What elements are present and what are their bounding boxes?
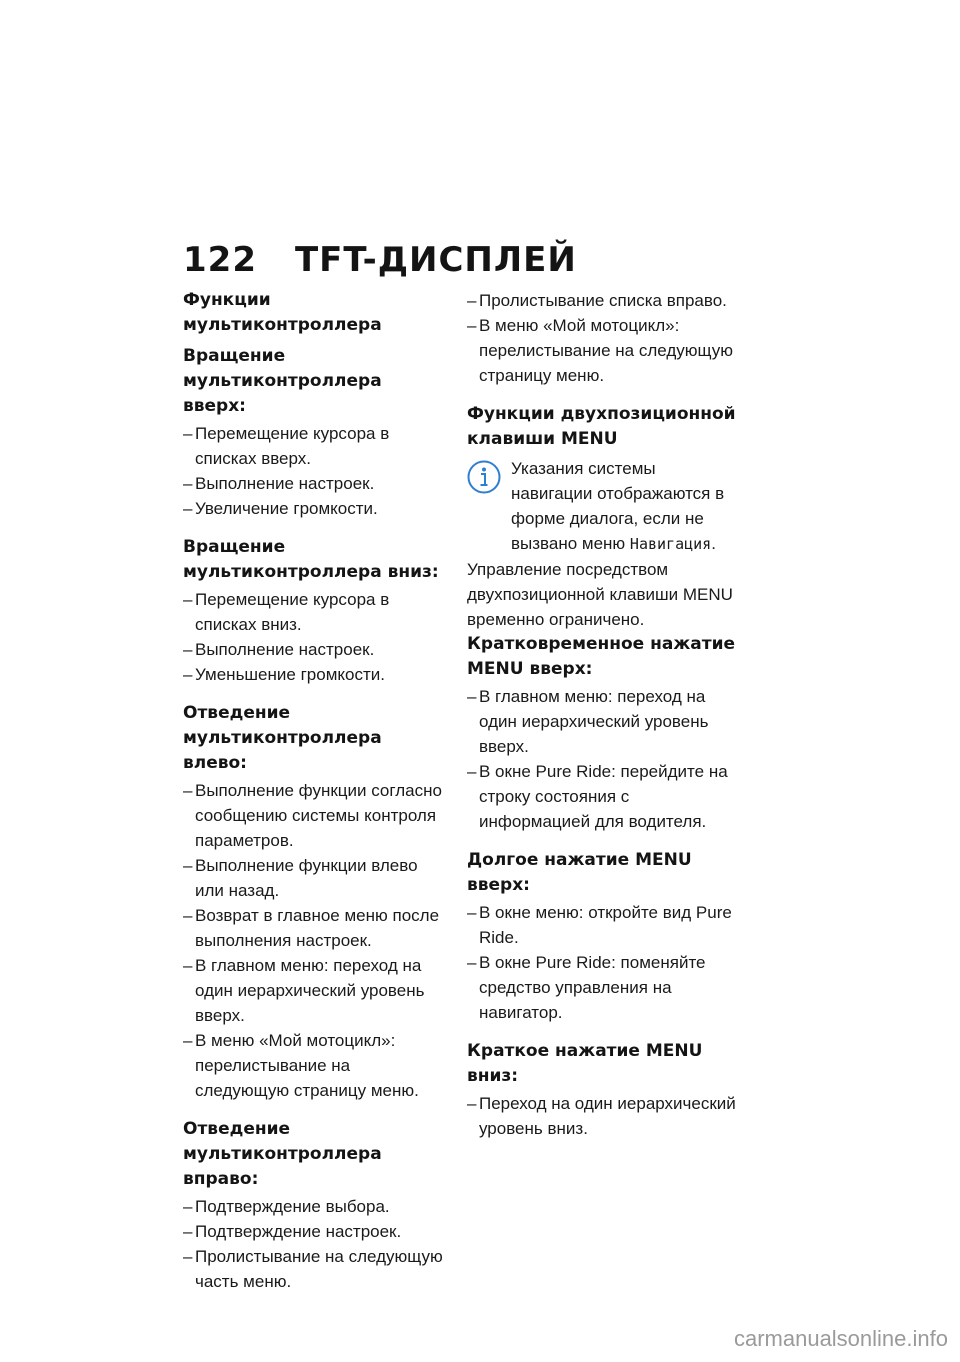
info-icon — [467, 460, 501, 494]
list-item: – В окне Pure Ride: перейдите на строку состояния с информацией для водителя. — [467, 759, 739, 834]
list-item: – Выполнение функции влево или назад. — [183, 853, 445, 903]
list-item: – В меню «Мой мотоцикл»: перелистывание на следующую страницу меню. — [183, 1028, 445, 1103]
right-column — [467, 288, 739, 1155]
section-push-left — [183, 701, 445, 1103]
list-item: – Перемещение курсора в списках вниз. — [183, 587, 445, 637]
page-header — [183, 240, 577, 280]
list-item: – Подтверждение выбора. — [183, 1194, 445, 1219]
section-push-right-continued — [467, 288, 739, 388]
note-paragraph: Управление посредством двухпозиционной клавиши MENU временно ограничено. — [467, 560, 733, 629]
list-item: – В главном меню: переход на один иерархический уровень вверх. — [467, 684, 739, 759]
menu-key-heading: Функции двухпозиционной клавиши MENU — [467, 404, 736, 449]
section-heading: Вращение — [183, 537, 286, 557]
list-item: – Увеличение громкости. — [183, 496, 445, 521]
list-item: – В меню «Мой мотоцикл»: перелистывание на следующую страницу меню. — [467, 313, 739, 388]
list-item: – Выполнение настроек. — [183, 637, 445, 662]
section-rotate-up — [183, 344, 445, 521]
section-heading: MENU вверх: — [467, 659, 593, 679]
section-heading: Краткое нажатие MENU — [467, 1041, 703, 1061]
section-heading: мультиконтроллера вправо: — [183, 1144, 382, 1189]
section-heading: мультиконтроллера вверх: — [183, 371, 382, 416]
section-heading: Отведение — [183, 703, 291, 723]
list-item: – Пролистывание списка вправо. — [467, 288, 739, 313]
section-long-press-up — [467, 848, 739, 1025]
section-short-press-up — [467, 632, 739, 834]
section-push-right — [183, 1117, 445, 1294]
page-number: 122 — [183, 240, 257, 280]
list-item: – Подтверждение настроек. — [183, 1219, 445, 1244]
list-item: – Выполнение настроек. — [183, 471, 445, 496]
list-item: – Пролистывание на следующую часть меню. — [183, 1244, 445, 1294]
section-short-press-down — [467, 1039, 739, 1141]
list-item: – Перемещение курсора в списках вверх. — [183, 421, 445, 471]
navigation-menu-name: Навигация — [629, 535, 712, 553]
section-heading: Долгое нажатие MENU — [467, 850, 692, 870]
watermark: carmanualsonline.info — [733, 1326, 948, 1351]
list-item: – В окне Pure Ride: поменяйте средство управления на навигатор. — [467, 950, 739, 1025]
section-heading: вниз: — [467, 1066, 519, 1086]
list-item: – Возврат в главное меню после выполнения настроек. — [183, 903, 445, 953]
section-heading: мультиконтроллера влево: — [183, 728, 382, 773]
section-heading: Кратковременное нажатие — [467, 634, 736, 654]
list-item: – В главном меню: переход на один иерархический уровень вверх. — [183, 953, 445, 1028]
section-heading: Отведение — [183, 1119, 291, 1139]
note-text: Указания системы навигации отображаются в форме диалога, если не вызвано меню — [511, 459, 725, 553]
list-item: – Выполнение функции согласно сообщению системы контроля параметров. — [183, 778, 445, 853]
navigation-note: Указания системы навигации отображаются в форме диалога, если не вызвано меню Навигация. — [467, 456, 739, 557]
section-heading: мультиконтроллера вниз: — [183, 562, 439, 582]
intro-heading: Функции мультиконтроллера — [183, 290, 382, 335]
page-title: TFT-ДИСПЛЕЙ — [294, 240, 577, 280]
list-item: – Уменьшение громкости. — [183, 662, 445, 687]
list-item: – Переход на один иерархический уровень вниз. — [467, 1091, 739, 1141]
section-heading: вверх: — [467, 875, 530, 895]
left-column — [183, 288, 445, 1308]
list-item: – В окне меню: откройте вид Pure Ride. — [467, 900, 739, 950]
section-heading: Вращение — [183, 346, 286, 366]
section-rotate-down — [183, 535, 445, 687]
